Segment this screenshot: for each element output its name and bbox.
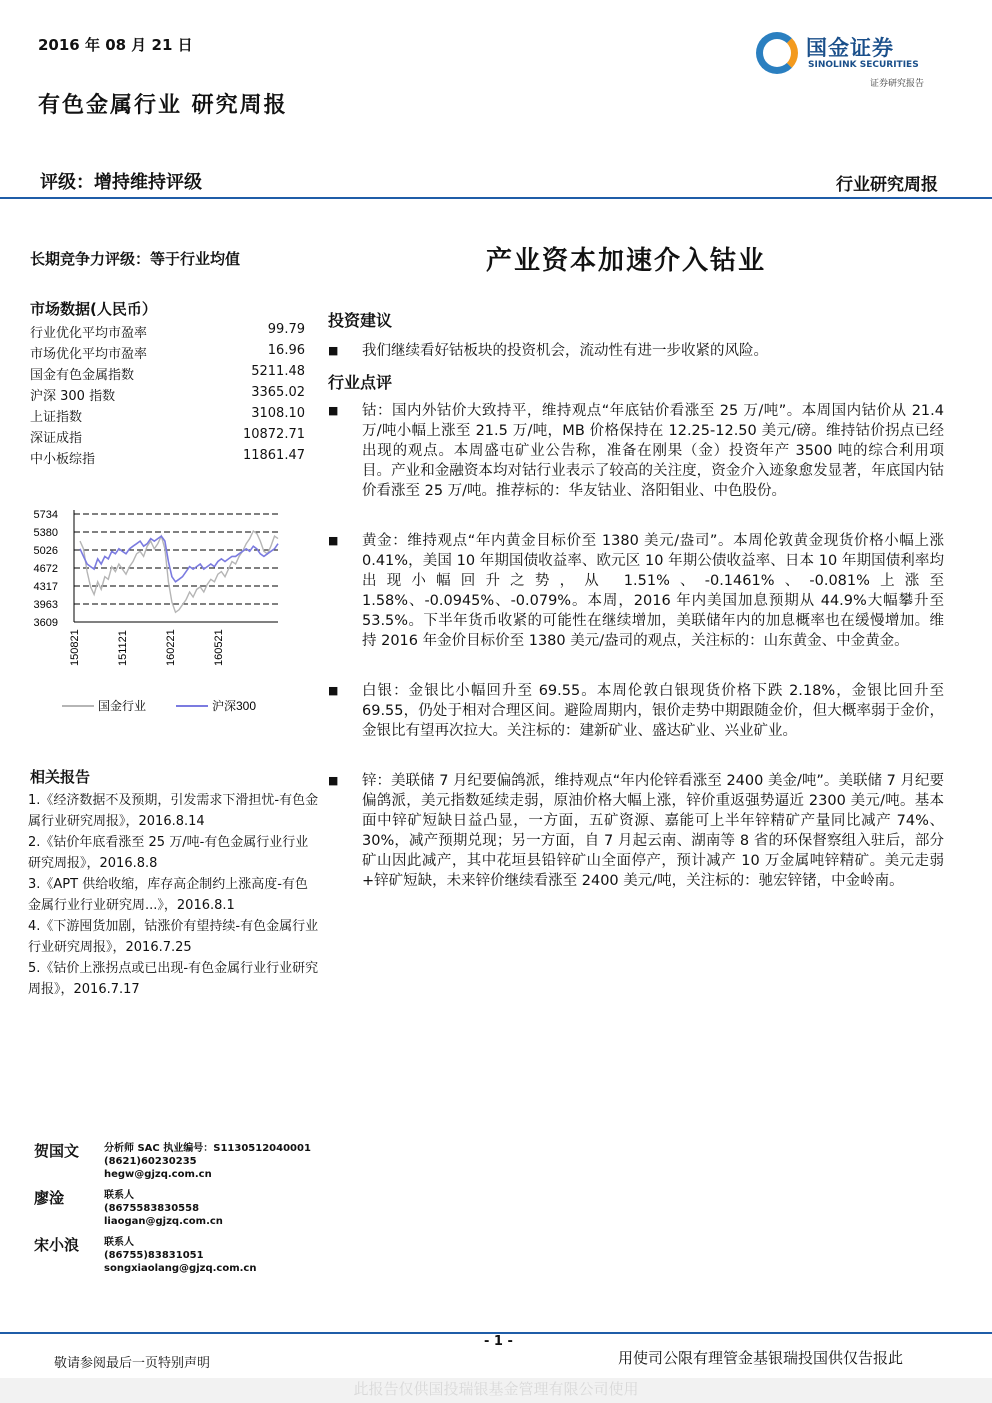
y-tick-label: 4317	[33, 581, 58, 593]
author-entry	[34, 1187, 334, 1234]
header-divider	[0, 197, 992, 199]
x-tick-label: 151121	[117, 630, 129, 666]
related-report-item: 3.《APT 供给收缩，库存高企制约上涨高度-有色金属行业行业研究周...》，2016.8.1	[28, 877, 308, 913]
logo-sub-text: 证券研究报告	[870, 79, 925, 89]
cobalt-paragraph: 钴：国内外钴价大致持平，维持观点“年底钴价看涨至 25 万/吨”。本周国内钴价从 21.4 万/吨小幅上涨至 21.5 万/吨，MB 价格保持在 12.25-12.50 美元/磅。维持钴价拐点已经出现的观点。本周盛屯矿业公告称，准备在刚果（金）投资年产 3500 吨的综合利用项目。产业和金融资本均对钴行业表示了较高的关注度，资金介入迹象愈发显著，年底国内钴价看涨至 25 万/吨。推荐标的：华友钴业、洛阳钼业、中色股份。	[362, 403, 944, 499]
market-data-table	[30, 322, 305, 469]
market-label: 沪深 300 指数	[30, 389, 116, 404]
silver-paragraph: 白银：金银比小幅回升至 69.55。本周伦敦白银现货价格下跌 2.18%，金银比回升至 69.55，仍处于相对合理区间。避险周期内，银价走势中期跟随金价，但大概率弱于金价，金银比有望再次拉大。关注标的：建新矿业、盛达矿业、兴业矿业。	[362, 683, 944, 739]
market-row	[30, 448, 305, 469]
bullet-icon: ■	[328, 534, 339, 547]
related-reports-title: 相关报告	[30, 768, 91, 786]
x-tick-label: 160221	[165, 629, 177, 666]
author-entry	[34, 1140, 334, 1187]
authors-block	[34, 1140, 334, 1281]
y-tick-label: 5026	[33, 545, 58, 557]
market-value: 10872.71	[242, 427, 305, 442]
author-info	[104, 1236, 256, 1275]
industry-title: 有色金属行业 研究周报	[38, 93, 288, 118]
rating: 评级：增持维持评级	[40, 172, 202, 193]
long-term-rating: 长期竞争力评级：等于行业均值	[30, 250, 241, 268]
author-email[interactable]: songxiaolang@gjzq.com.cn	[104, 1263, 257, 1274]
company-logo	[756, 30, 946, 90]
author-phone: (8675583830558	[104, 1203, 200, 1214]
market-label: 行业优化平均市盈率	[30, 326, 148, 341]
market-data-title: 市场数据(人民币）	[30, 300, 157, 318]
market-label: 中小板综指	[30, 452, 96, 467]
watermark: 此报告仅供国投瑞银基金管理有限公司使用	[0, 1378, 992, 1403]
y-tick-label: 5734	[33, 509, 58, 521]
related-report-item: 4.《下游囤货加剧，钴涨价有望持续-有色金属行业行业研究周报》，2016.7.25	[28, 919, 319, 955]
market-row	[30, 343, 305, 364]
bullet-icon: ■	[328, 774, 339, 787]
market-row	[30, 385, 305, 406]
section-invest-title: 投资建议	[328, 311, 393, 330]
market-label: 深证成指	[30, 431, 83, 446]
report-date: 2016 年 08 月 21 日	[38, 36, 193, 54]
logo-circle-icon	[756, 32, 798, 74]
bullet-icon: ■	[328, 684, 339, 697]
market-value: 99.79	[267, 322, 305, 337]
y-tick-label: 3963	[33, 599, 58, 611]
market-value: 16.96	[267, 343, 305, 358]
market-label: 上证指数	[30, 410, 83, 425]
author-name: 廖淦	[34, 1189, 65, 1207]
market-row	[30, 322, 305, 343]
market-label: 市场优化平均市盈率	[30, 347, 148, 362]
zinc-paragraph: 锌：美联储 7 月纪要偏鸽派，维持观点“年内伦锌看涨至 2400 美金/吨”。美联储 7 月纪要偏鸽派，美元指数延续走弱，原油价格大幅上涨，锌价重返强势逼近 2300 美元/吨。基本面中锌矿短缺日益凸显，一方面，五矿资源、嘉能可上半年锌精矿产量同比减产 74%、30%，减产预期兑现；另一方面，自 7 月起云南、湖南等 8 省的环保督察组入驻后，部分矿山因此减产，其中花垣县铅锌矿山全面停产，预计减产 10 万金属吨锌精矿。美元走弱+锌矿短缺，未来锌价继续看涨至 2400 美元/吨，关注标的：驰宏锌锗，中金岭南。	[362, 773, 944, 889]
author-email[interactable]: hegw@gjzq.com.cn	[104, 1169, 212, 1180]
author-line: 联系人	[104, 1237, 134, 1248]
author-line: 联系人	[104, 1190, 134, 1201]
index-line-chart	[28, 500, 318, 730]
market-row	[30, 364, 305, 385]
logo-cn-text: 国金证券	[806, 36, 894, 60]
market-value: 3365.02	[251, 385, 305, 400]
gold-paragraph: 黄金：维持观点“年内黄金目标价至 1380 美元/盎司”。本周伦敦黄金现货价格小幅上涨 0.41%，美国 10 年期国债收益率、欧元区 10 年期公债收益率、日本 10 年期国债利率均出现小幅回升之势，从 1.51%、-0.1461%、-0.081%上涨至 1.58%、-0.0945%、-0.079%。本周，2016 年内美国加息预期从 44.9%大幅攀升至 53.5%。下半年货币收紧的可能性在继续增加，美联储年内的加息概率也在缓慢增加。维持 2016 年金价目标价至 1380 美元/盎司的观点，关注标的：山东黄金、中金黄金。	[362, 533, 944, 649]
footer-notice: 用使司公限有理管金基银瑞投国供仅告报此	[618, 1349, 904, 1367]
logo-en-text: SINOLINK SECURITIES	[808, 60, 919, 70]
author-entry	[34, 1234, 334, 1281]
related-report-item: 1.《经济数据不及预期，引发需求下滑担忧-有色金属行业研究周报》，2016.8.14	[28, 793, 319, 829]
author-phone: (86755)83831051	[104, 1250, 204, 1261]
headline: 产业资本加速介入钴业	[486, 246, 767, 276]
author-email[interactable]: liaogan@gjzq.com.cn	[104, 1216, 223, 1227]
legend-label: 沪深300	[212, 699, 257, 713]
author-info	[104, 1189, 223, 1228]
x-tick-label: 150821	[69, 629, 81, 666]
market-value: 11861.47	[242, 448, 305, 463]
legend-label: 国金行业	[98, 699, 147, 713]
related-report-item: 2.《钴价年底看涨至 25 万/吨-有色金属行业行业研究周报》，2016.8.8	[28, 835, 309, 871]
market-row	[30, 406, 305, 427]
section-review-title: 行业点评	[328, 373, 393, 392]
y-tick-label: 3609	[33, 617, 58, 629]
author-name: 贺国文	[34, 1142, 80, 1160]
related-reports-list	[28, 790, 320, 1000]
related-report-item: 5.《钴价上涨拐点或已出现-有色金属行业行业研究周报》，2016.7.17	[28, 961, 319, 997]
x-tick-label: 160521	[213, 629, 225, 666]
y-tick-label: 5380	[33, 527, 58, 539]
market-label: 国金有色金属指数	[30, 368, 135, 383]
author-line: 分析师 SAC 执业编号：S1130512040001	[104, 1143, 311, 1154]
author-name: 宋小浪	[34, 1236, 80, 1254]
page-number: - 1 -	[484, 1334, 513, 1349]
author-phone: (8621)60230235	[104, 1156, 197, 1167]
author-info	[104, 1142, 311, 1181]
market-value: 5211.48	[251, 364, 305, 379]
market-value: 3108.10	[251, 406, 305, 421]
invest-advice-text: 我们继续看好钴板块的投资机会，流动性有进一步收紧的风险。	[362, 343, 768, 359]
report-type: 行业研究周报	[836, 175, 938, 195]
bullet-icon: ■	[328, 344, 339, 357]
series-line-industry	[80, 531, 278, 612]
footer-disclaimer: 敬请参阅最后一页特别声明	[54, 1356, 211, 1371]
y-tick-label: 4672	[33, 563, 58, 575]
bullet-icon: ■	[328, 404, 339, 417]
market-row	[30, 427, 305, 448]
